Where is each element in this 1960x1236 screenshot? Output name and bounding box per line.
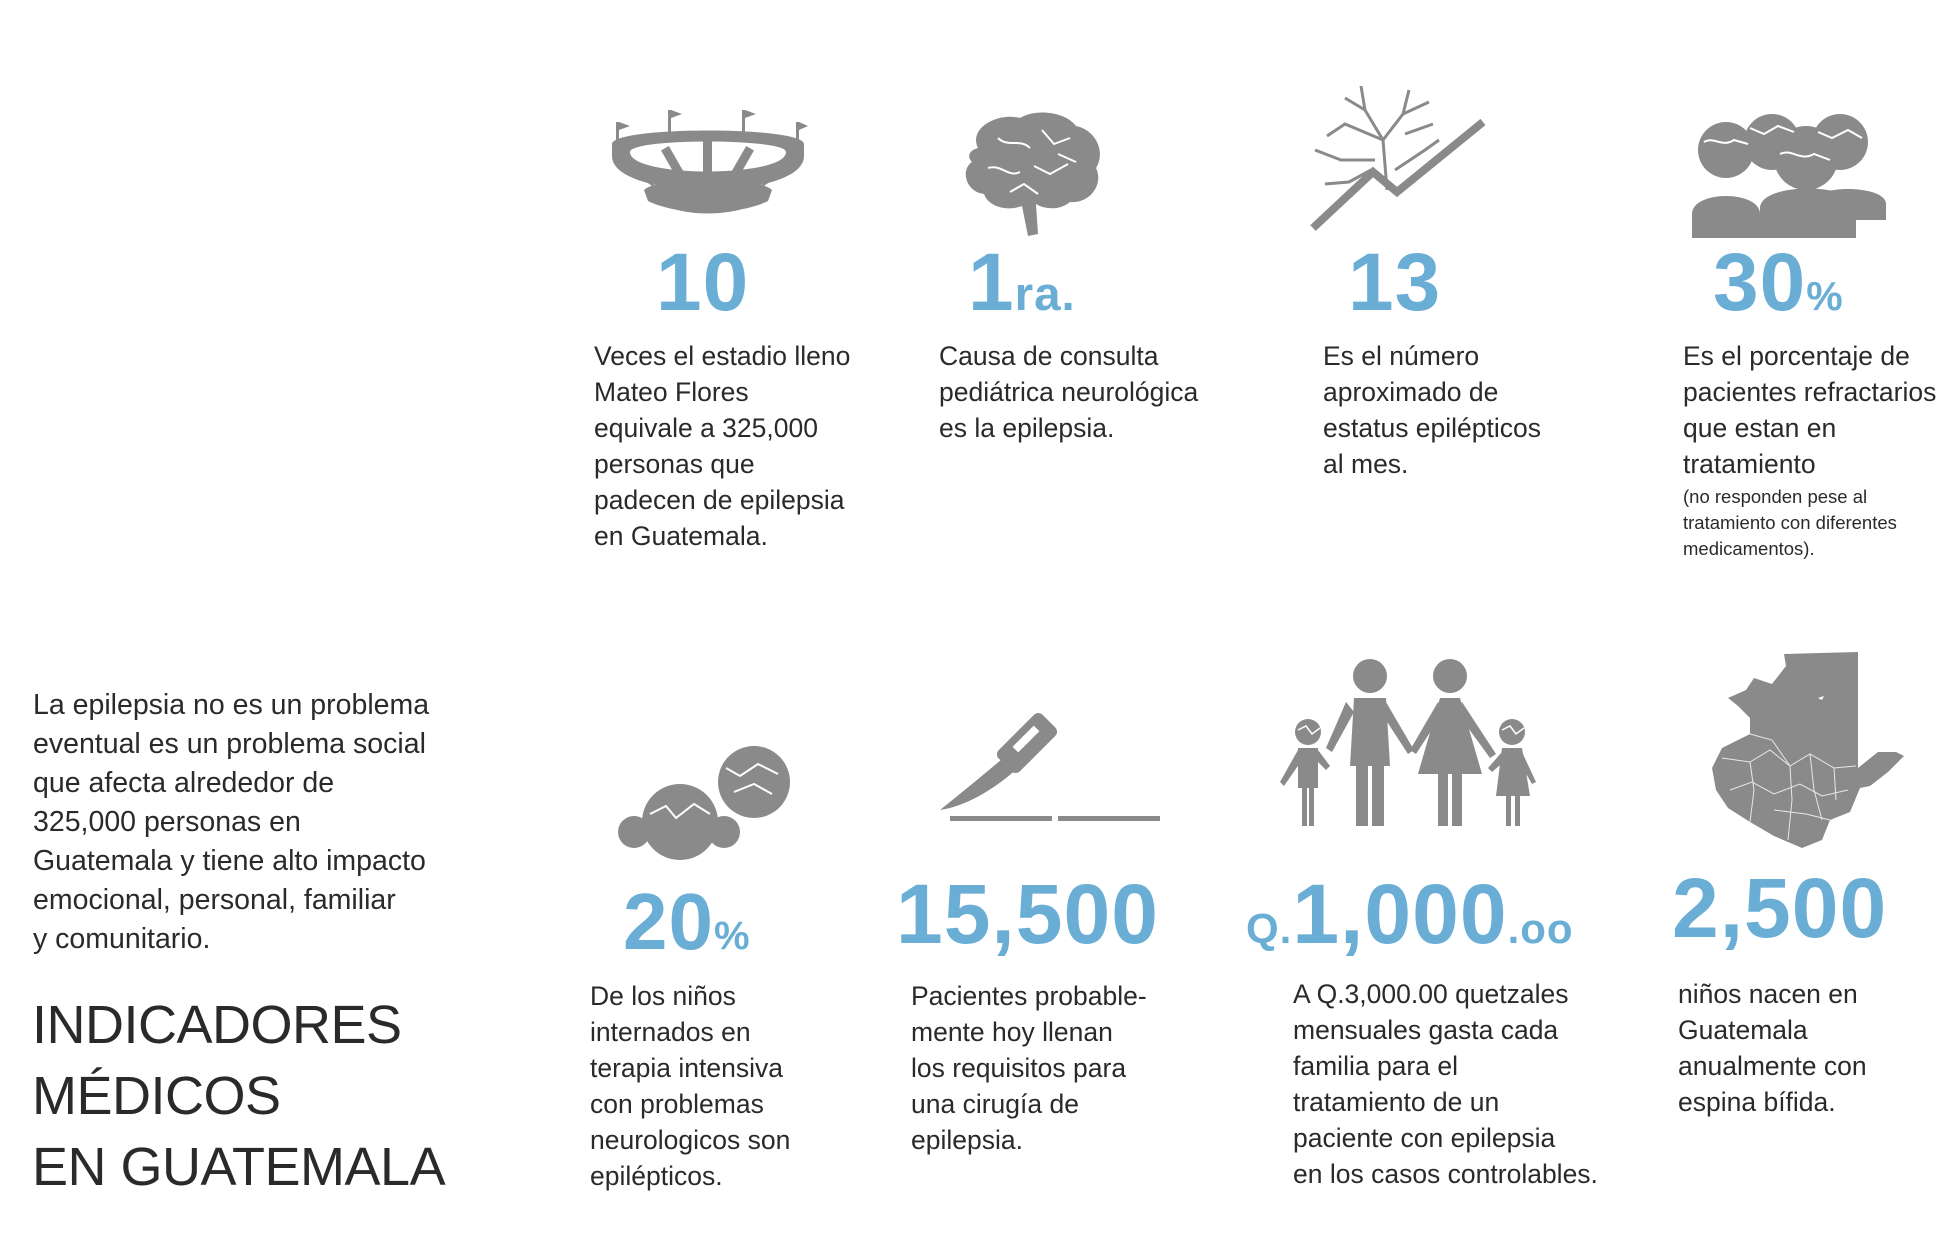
title-line: EN GUATEMALA	[32, 1137, 446, 1197]
intro-line: 325,000 personas en	[33, 806, 301, 838]
indicator-value: 15,500	[896, 867, 1159, 961]
title-line: MÉDICOS	[32, 1066, 281, 1126]
rising-graph-icon	[1305, 80, 1485, 232]
stadium-icon	[608, 106, 808, 231]
indicator-description: De los niños internados en terapia intensiva con problemas neurologicos son epilépticos.	[590, 981, 791, 1191]
intro-line: emocional, personal, familiar	[33, 884, 396, 916]
family-icon	[1274, 656, 1540, 828]
indicator-value: 1ra.	[968, 237, 1076, 328]
indicator-description: Pacientes probable- mente hoy llenan los requisitos para una cirugía de epilepsia.	[911, 981, 1147, 1155]
indicator-description: Es el número aproximado de estatus epilépticos al mes.	[1323, 341, 1542, 479]
indicator-description: Es el porcentaje de pacientes refractarios que estan en tratamiento (no responden pese al tratamiento con diferentes medicamentos).	[1683, 338, 1936, 562]
intro-paragraph	[33, 686, 473, 959]
indicator-value: 20%	[623, 877, 751, 966]
indicator-value: 30%	[1713, 237, 1844, 328]
intro-line: eventual es un problema social	[33, 728, 426, 760]
brain-icon	[958, 108, 1104, 238]
indicator-note: (no responden pese al tratamiento con diferentes medicamentos).	[1683, 486, 1897, 559]
guatemala-map-icon	[1710, 650, 1906, 850]
patients-group-icon	[1690, 108, 1886, 238]
indicator-description: niños nacen en Guatemala anualmente con espina bífida.	[1678, 979, 1867, 1117]
indicator-value: 2,500	[1672, 861, 1888, 955]
indicator-description: Causa de consulta pediátrica neurológica es la epilepsia.	[939, 341, 1199, 443]
indicator-value: 13	[1348, 237, 1442, 328]
intro-line: que afecta alrededor de	[33, 767, 335, 799]
indicator-value: 10	[656, 237, 750, 328]
intro-line: y comunitario.	[33, 923, 211, 955]
indicator-description: Veces el estadio lleno Mateo Flores equivale a 325,000 personas que padecen de epilepsia en Guatemala.	[594, 341, 851, 551]
intro-line: Guatemala y tiene alto impacto	[33, 845, 426, 877]
indicator-value: Q.1,000.oo	[1246, 867, 1574, 961]
title-line: INDICADORES	[32, 995, 402, 1055]
intro-line: La epilepsia no es un problema	[33, 689, 430, 721]
page-title	[32, 990, 445, 1203]
child-heads-icon	[614, 744, 794, 860]
scalpel-icon	[936, 706, 1162, 826]
indicator-description: A Q.3,000.00 quetzales mensuales gasta cada familia para el tratamiento de un paciente con epilepsia en los casos controlables.	[1293, 979, 1598, 1189]
